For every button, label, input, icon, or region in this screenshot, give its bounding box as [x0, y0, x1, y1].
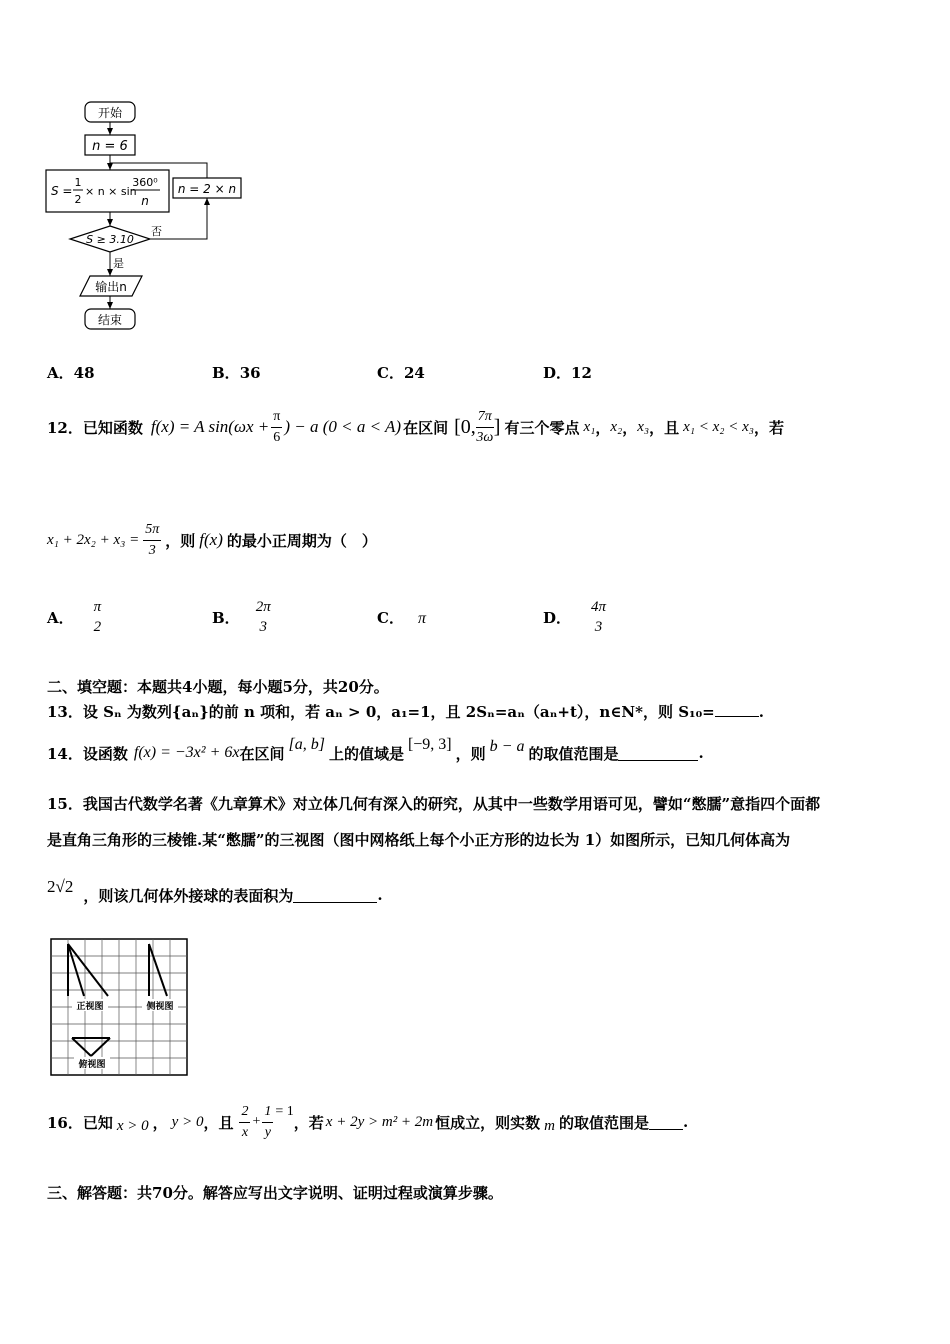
assign-half-den: 2: [74, 193, 82, 206]
condition-label: S ≥ 3.10: [86, 233, 134, 246]
q12-order: x₁ < x₂ < x₃: [683, 418, 754, 435]
update-label: n = 2 × n: [177, 182, 237, 196]
q12-func: f(x) = A sin(ωx +: [150, 417, 270, 436]
assign-mid: × n × sin: [85, 185, 137, 198]
q12-interval-frac: $\frac{7\pi}{3\omega}$: [476, 408, 494, 445]
q11-option-b: B．36: [212, 364, 261, 382]
q12-zeros-text: 有三个零点: [504, 418, 580, 437]
q14-range: [−9, 3]: [407, 736, 452, 753]
q12-prefix: 已知函数: [82, 418, 143, 437]
q12-pi-over-6: $\frac{\pi}{6}$: [273, 408, 281, 445]
q12-fx: f(x): [199, 530, 223, 549]
q12-ask: 的最小正周期为（ ）: [226, 531, 377, 550]
q11-option-a: A．48: [47, 364, 95, 382]
side-view-label: 侧视图: [146, 1002, 174, 1012]
q12-condition-lhs: x₁ + 2x₂ + x₃ =: [47, 531, 140, 548]
q12-option-a: A． π 2: [47, 599, 102, 635]
q12-interval-right: ]: [493, 415, 501, 438]
question-12-line2: [47, 515, 377, 565]
q12-option-b: B． 2π 3: [212, 599, 271, 635]
q16-frac2: $\frac{1}{y}$: [264, 1103, 272, 1140]
q14-func: f(x) = −3x² + 6x: [133, 744, 240, 761]
assign-angle-num: 360⁰: [132, 176, 158, 189]
q12-option-c: C． π: [377, 608, 426, 627]
q15-height: 2√2: [47, 877, 74, 896]
q14-interval: [a, b]: [288, 736, 325, 753]
assign-left: S =: [51, 184, 73, 198]
q16-blank[interactable]: [649, 1115, 683, 1130]
flowchart: [40, 95, 260, 340]
q12-x1: x₁: [583, 418, 596, 435]
assign-half-num: 1: [74, 176, 82, 189]
yes-label: 是: [113, 257, 124, 270]
section-2-heading: 二、填空题：本题共4小题，每小题5分，共20分。: [47, 678, 389, 696]
q12-number: 12．: [47, 418, 83, 437]
q14-expr: b − a: [489, 738, 525, 755]
q16-frac1: $\frac{2}{x}$: [241, 1103, 249, 1140]
section-3-heading: 三、解答题：共70分。解答应写出文字说明、证明过程或演算步骤。: [47, 1184, 503, 1202]
start-label: 开始: [97, 106, 123, 120]
q11-option-d: D．12: [543, 364, 592, 382]
q12-func-tail: ) − a (0 < a < A): [284, 417, 402, 436]
question-13: 13．设 Sₙ 为数列{aₙ}的前 n 项和，若 aₙ > 0，a₁=1，且 2Sₙ=aₙ（aₙ+t），n∈N*，则 S₁₀= .: [47, 703, 764, 721]
end-label: 结束: [97, 313, 123, 327]
no-label: 否: [151, 225, 162, 238]
question-15-line1: 15．我国古代数学名著《九章算术》对立体几何有深入的研究，从其中一些数学用语可见，譬如“憋臑”意指四个面都: [47, 795, 821, 813]
question-16: 16．已知 x > 0 ， y > 0 ，且 $\frac{2}{x}$ + $\frac{1}{y}$ = 1 ，若 x + 2y > m² + 2m 恒成立，则实数 m 的取值范围是 .: [47, 1096, 688, 1148]
question-15-line2: 是直角三角形的三棱锥.某“憋臑”的三视图（图中网格纸上每个小正方形的边长为 1）如图所示，已知几何体高为: [47, 831, 791, 849]
q15-blank[interactable]: [293, 888, 377, 903]
q12-option-d: D． 4π 3: [543, 599, 607, 635]
output-label: 输出n: [95, 280, 127, 294]
q11-option-c: C．24: [377, 364, 425, 382]
q12-if: ，若: [754, 418, 785, 437]
q12-condition-frac: $\frac{5\pi}{3}$: [145, 521, 160, 558]
assign-angle-den: n: [141, 194, 149, 208]
q12-x2: x₂: [610, 418, 623, 435]
top-view-label: 俯视图: [78, 1060, 106, 1070]
question-14: 14．设函数 f(x) = −3x² + 6x 在区间 [a, b] 上的值域是 [−9, 3] ，则 b − a 的取值范围是 .: [47, 736, 704, 763]
q12-and: ，且: [649, 418, 680, 437]
three-view-figure: [50, 938, 190, 1078]
front-view-label: 正视图: [76, 1002, 104, 1012]
q12-interval-left: [0,: [454, 415, 476, 438]
init-label: n = 6: [92, 139, 128, 154]
q13-blank[interactable]: [715, 702, 759, 717]
question-12-line1: 12． 已知函数 f(x) = A sin(ωx + $\frac{\pi}{6}$ ) − a (0 < a < A) 在区间 [0, $\frac{7\pi}{3\omega}$ ] 有三个零点 x₁ ， x₂ ， x₃ ，且 x₁ < x₂ < x₃ ，若: [47, 402, 784, 452]
question-15-line3: 2√2 ，则该几何体外接球的表面积为 .: [47, 877, 383, 905]
q14-blank[interactable]: [618, 746, 698, 761]
side-view: [149, 944, 167, 996]
q12-interval-text: 在区间: [403, 418, 449, 437]
q12-then: ，则: [165, 531, 196, 550]
q12-x3: x₃: [637, 418, 650, 435]
